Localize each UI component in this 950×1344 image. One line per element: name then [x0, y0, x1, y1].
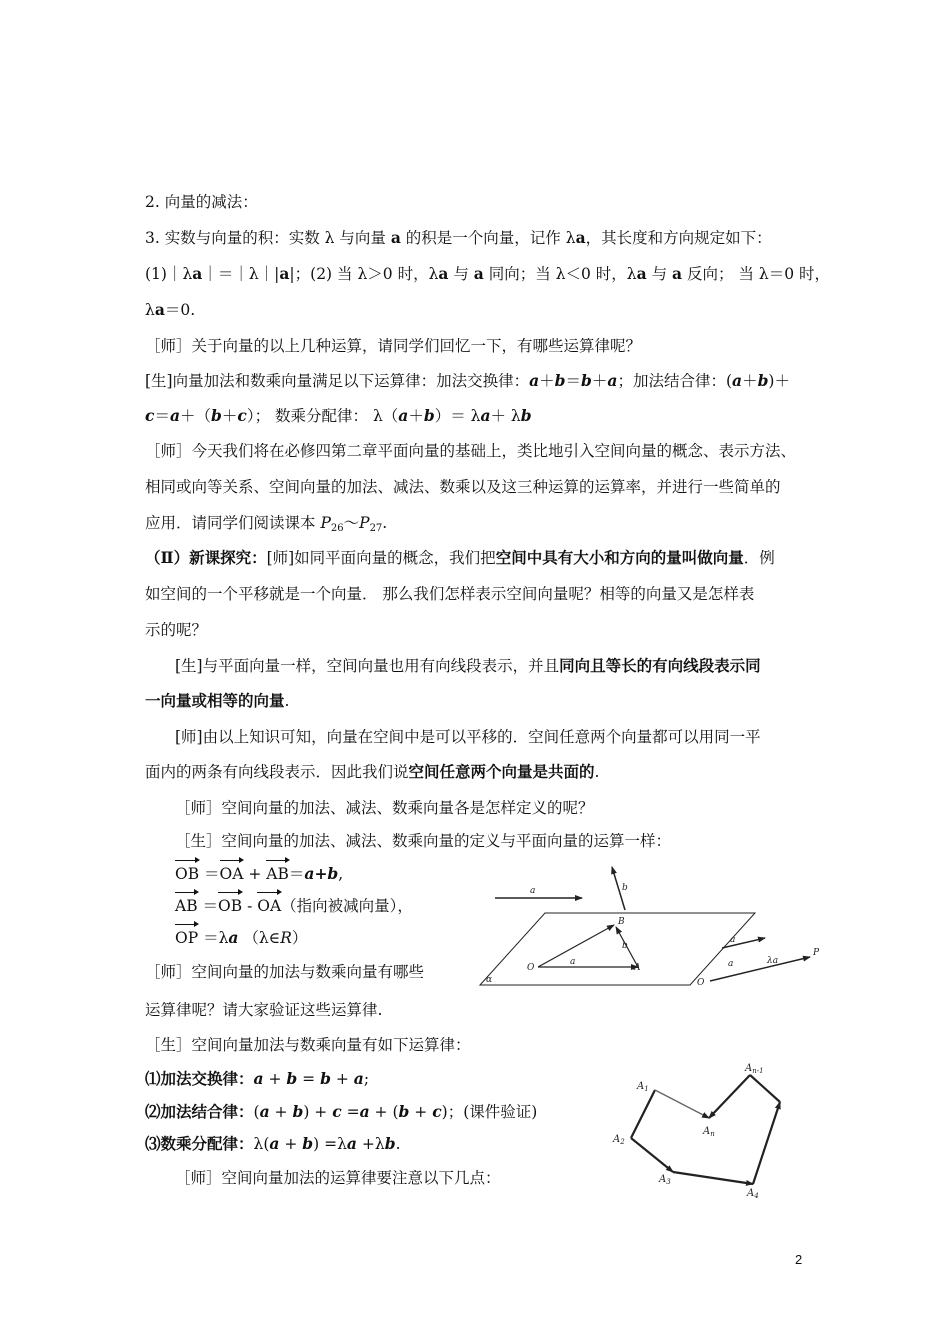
rule-commutative: ⑴加法交换律：a + b = b + a; [145, 1069, 370, 1088]
label-a-point: A [634, 963, 641, 973]
text-line: [生]向量加法和数乘向量满足以下运算律：加法交换律：a＋b＝b＋a；加法结合律：(a＋b)＋ [145, 371, 790, 390]
text-line: 相同或向等关系、空间向量的加法、减法、数乘以及这三种运算的运算率，并进行一些简单的 [145, 478, 781, 496]
label-an1: $A_{n-1}$ [745, 1063, 764, 1075]
vector-lambda-a [710, 957, 810, 981]
side-a2-a3 [631, 1138, 673, 1172]
label-a2: $A_2$ [613, 1134, 625, 1146]
label-o2-point: O [697, 978, 705, 988]
text-line: 一向量或相等的向量. [145, 691, 290, 710]
text-line: ［生］空间向量的加法、减法、数乘向量的定义与平面向量的运算一样： [175, 832, 672, 850]
side-top-an [709, 1075, 750, 1118]
label-b-top: b [622, 883, 628, 893]
label-a-right: a [730, 935, 736, 945]
vector-a1-an [655, 1090, 709, 1118]
rule-distributive: ⑶数乘分配律：λ(a + b) =λa +λb. [145, 1134, 401, 1153]
text-line: [师]由以上知识可知，向量在空间中是可以平移的．空间任意两个向量都可以用同一平 [175, 728, 761, 746]
text-line: (1)｜λa｜＝｜λ｜|a|；(2) 当 λ＞0 时，λa 与 a 同向；当 λ＜0 时，λa 与 a 反向； 当 λ＝0 时， [145, 264, 830, 283]
label-b-point: B [618, 917, 625, 927]
rule-associative: ⑵加法结合律：(a + b) + c =a + (b + c)；(课件验证) [145, 1102, 538, 1121]
label-a-top: a [530, 886, 536, 896]
text-line: ［师］今天我们将在必修四第二章平面向量的基础上，类比地引入空间向量的概念、表示方法、 [145, 442, 797, 460]
text-line: ［师］空间向量加法的运算律要注意以下几点： [175, 1169, 501, 1187]
vector-plane-figure [470, 855, 830, 995]
text-line: c＝a＋（b＋c）； 数乘分配律： λ（a＋b）＝ λa＋ λb [145, 406, 532, 425]
text-line: ［师］关于向量的以上几种运算，请同学们回忆一下，有哪些运算律呢？ [145, 337, 642, 355]
text-line: 运算律呢？请大家验证这些运算律. [145, 1001, 383, 1019]
side-a2-a1 [631, 1090, 655, 1138]
text-line: ［生］空间向量加法与数乘向量有如下运算律： [145, 1036, 471, 1054]
label-a4: $A_4$ [747, 1188, 759, 1200]
page-number: 2 [795, 1252, 803, 1267]
text-line: 3. 实数与向量的积：实数 λ 与向量 a 的积是一个向量，记作 λa，其长度和方向规定如下： [145, 228, 772, 247]
text-line: λa＝0. [145, 300, 196, 319]
label-a-mid: a [570, 957, 576, 967]
label-a1: $A_1$ [637, 1081, 649, 1093]
label-b-mid: b [622, 941, 628, 951]
label-alpha: α [486, 975, 493, 985]
text-line: [生]与平面向量一样，空间向量也用有向线段表示，并且同向且等长的有向线段表示同 [175, 656, 761, 675]
label-a-low: a [728, 959, 734, 969]
text-line: ［师］空间向量的加法、减法、数乘向量各是怎样定义的呢？ [175, 799, 594, 817]
text-line: 示的呢？ [145, 621, 208, 639]
text-line: ［师］空间向量的加法与数乘向量有哪些 [145, 963, 425, 981]
formula-subtraction: AB ＝OB - OA（指向被减向量）， [175, 897, 413, 915]
side-a4-an1 [753, 1102, 780, 1184]
side-a3-a4 [673, 1172, 753, 1184]
text-line: 面内的两条有向线段表示．因此我们说空间任意两个向量是共面的. [145, 762, 600, 781]
formula-scalar: OP ＝λa （λ∈R） [175, 928, 308, 947]
text-line: 2. 向量的减法： [145, 193, 258, 211]
label-a3: $A_3$ [659, 1174, 671, 1186]
polygon-addition-figure [605, 1060, 805, 1210]
text-line: 如空间的一个平移就是一个向量． 那么我们怎样表示空间向量呢？相等的向量又是怎样表 [145, 585, 755, 603]
label-an: $A_n$ [703, 1126, 715, 1138]
side-an1-top [750, 1075, 780, 1102]
label-p-point: P [813, 948, 820, 958]
text-line: 应用．请同学们阅读课本 $P_{26}\sim P_{27}$. [145, 514, 388, 534]
label-o-point: O [527, 963, 535, 973]
label-lambda-a: λa [767, 956, 779, 966]
formula-addition: OB ＝OA + AB＝a+b, [175, 864, 344, 883]
vector-ob [538, 925, 614, 967]
text-line: （Ⅱ）新课探究：[师]如同平面向量的概念，我们把空间中具有大小和方向的量叫做向量．例 [145, 548, 775, 567]
